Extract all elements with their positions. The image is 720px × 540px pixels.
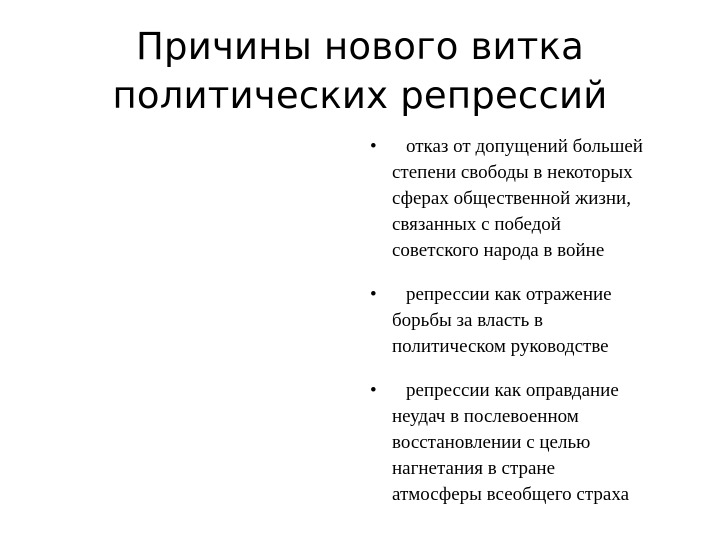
bullet-text-line: атмосферы всеобщего страха xyxy=(392,484,630,505)
bullet-icon: • xyxy=(370,380,377,401)
bullet-item-1 xyxy=(370,134,700,264)
bullet-text-line: сферах общественной жизни, xyxy=(392,188,631,209)
bullet-text-line: восстановлении с целью xyxy=(392,432,591,453)
bullet-text-line: борьбы за власть в xyxy=(392,310,543,331)
bullet-text-line: репрессии как отражение xyxy=(406,284,612,305)
bullet-text-line: связанных с победой xyxy=(392,214,561,235)
bullet-text-line: степени свободы в некоторых xyxy=(392,162,633,183)
bullet-icon: • xyxy=(370,136,377,157)
bullet-text-line: нагнетания в стране xyxy=(392,458,556,479)
bullet-text-line: неудач в послевоенном xyxy=(392,406,579,427)
bullet-icon: • xyxy=(370,284,377,305)
bullet-list xyxy=(370,134,700,508)
title-line: Причины нового витка xyxy=(136,25,584,68)
bullet-item-3 xyxy=(370,378,700,508)
bullet-text-line: советского народа в войне xyxy=(392,240,605,261)
bullet-text-line: политическом руководстве xyxy=(392,336,609,357)
title-line: политических репрессий xyxy=(112,74,608,117)
bullet-text-line: репрессии как оправдание xyxy=(406,380,619,401)
slide-title xyxy=(60,22,660,120)
bullet-item-2 xyxy=(370,282,700,360)
bullet-text-line: отказ от допущений большей xyxy=(406,136,643,157)
